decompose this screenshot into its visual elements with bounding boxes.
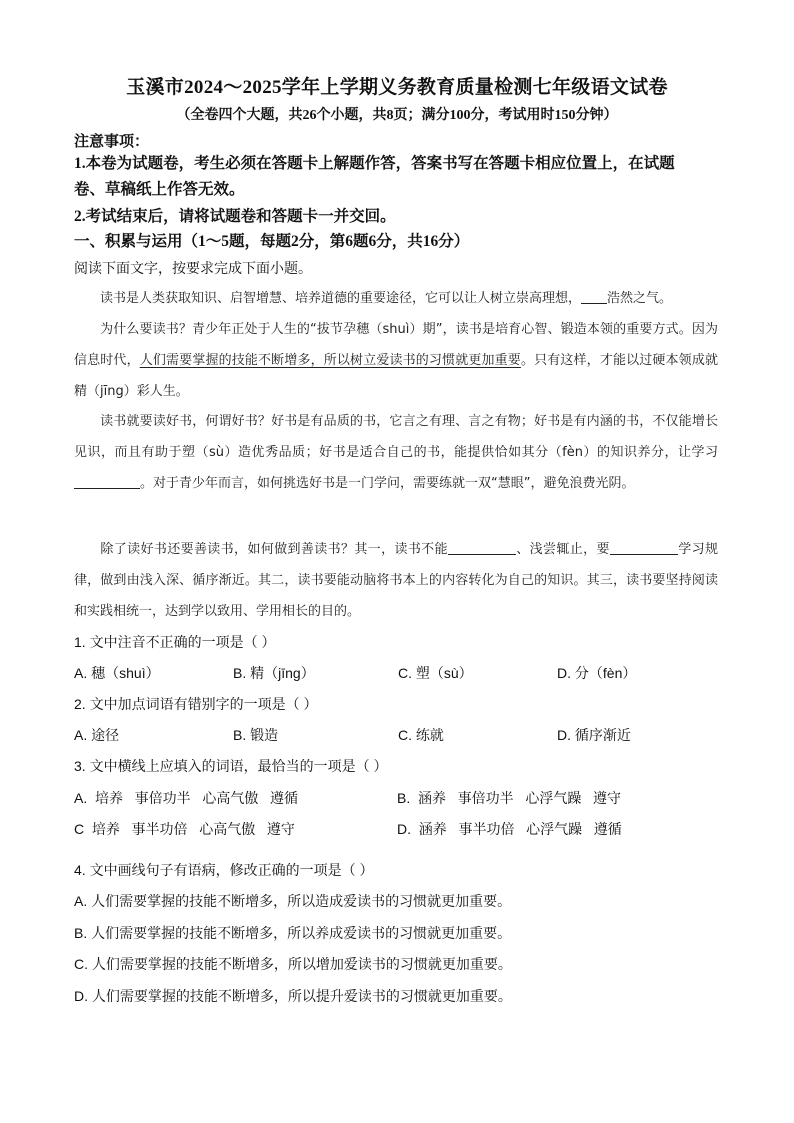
question-2-option-d[interactable]: D. 循序渐近	[557, 727, 631, 743]
question-4-option-b[interactable]: B. 人们需要掌握的技能不断增多，所以养成爱读书的习惯就更加重要。	[74, 925, 512, 941]
question-2-option-a[interactable]: A. 途径	[74, 727, 120, 743]
question-1-option-d[interactable]: D. 分（fèn）	[557, 665, 637, 681]
exam-subtitle: （全卷四个大题，共26个小题，共8页；满分100分，考试用时150分钟）	[176, 108, 618, 123]
question-3-option-d[interactable]: D. 涵养 事半功倍 心浮气躁 遵循	[397, 821, 622, 837]
passage-text: 除了读好书还要善读书，如何做到善读书？其一，读书不能	[100, 542, 448, 557]
question-1-option-b[interactable]: B. 精（jīng）	[233, 665, 315, 681]
fill-blank	[581, 289, 607, 304]
question-4-stem: 4. 文中画线句子有语病，修改正确的一项是（ ）	[74, 862, 374, 878]
passage-paragraph-1	[74, 283, 718, 314]
question-2-option-b[interactable]: B. 锻造	[233, 727, 279, 743]
underlined-sentence: 人们需要掌握的技能不断增多，所以树立爱读书的习惯就更加重要	[139, 353, 521, 368]
question-4-option-a[interactable]: A. 人们需要掌握的技能不断增多，所以造成爱读书的习惯就更加重要。	[74, 893, 512, 909]
section-heading: 一、积累与运用（1～5题，每题2分，第6题6分，共16分）	[74, 233, 470, 250]
notice-heading: 注意事项：	[74, 134, 150, 150]
exam-title: 玉溪市2024～2025学年上学期义务教育质量检测七年级语文试卷	[126, 77, 668, 98]
passage-text: 、浅尝辄止，要	[515, 542, 610, 557]
question-3-option-a[interactable]: A. 培养 事倍功半 心高气傲 遵循	[74, 790, 299, 806]
notice-item-1-line-1: 1.本卷为试题卷，考生必须在答题卡上解题作答，答案书写在答题卡相应位置上，在试题	[74, 155, 675, 172]
fill-blank	[448, 540, 516, 555]
passage-text: 。只有这样，才能以过硬本领成就精（jīng）彩人生。	[74, 353, 718, 399]
passage-text: 学习规律，做到由浅入深、循序渐近。其二，读书要能动脑将书本上的内容转化为自己的知识。其三，读书要坚持阅读和实践相统一，达到学以致用、学用相长的目的。	[74, 542, 718, 619]
fill-blank	[610, 540, 678, 555]
notice-item-1-line-2: 卷、草稿纸上作答无效。	[74, 181, 245, 198]
question-3-option-c[interactable]: C 培养 事半功倍 心高气傲 遵守	[74, 821, 295, 837]
passage-text: 浩然之气。	[607, 291, 673, 306]
question-2-stem: 2. 文中加点词语有错别字的一项是（ ）	[74, 696, 318, 712]
passage-text: 读书就要读好书，何谓好书？好书是有品质的书，它言之有理、言之有物；好书是有内涵的书，不仅能增长见识，而且有助于塑（sù）造优秀品质；好书是适合自己的书，能提供恰如其分（fèn）的知识养分，让学习	[74, 414, 718, 460]
question-4-option-d[interactable]: D. 人们需要掌握的技能不断增多，所以提升爱读书的习惯就更加重要。	[74, 988, 512, 1004]
question-3-option-b[interactable]: B. 涵养 事倍功半 心浮气躁 遵守	[397, 790, 622, 806]
question-1-option-c[interactable]: C. 塑（sù）	[398, 665, 473, 681]
question-1-stem: 1. 文中注音不正确的一项是（ ）	[74, 634, 276, 650]
passage-paragraph-2	[74, 314, 718, 407]
passage-text: 读书是人类获取知识、启智增慧、培养道德的重要途径，它可以让人树立崇高理想，	[100, 291, 582, 306]
notice-item-1	[74, 151, 714, 203]
question-1-option-a[interactable]: A. 穗（shuì）	[74, 665, 160, 681]
passage-paragraph-3	[74, 406, 718, 499]
passage-paragraph-4	[74, 534, 718, 627]
fill-blank	[74, 474, 140, 489]
question-2-option-c[interactable]: C. 练就	[398, 727, 444, 743]
notice-item-2: 2.考试结束后，请将试题卷和答题卡一并交回。	[74, 208, 396, 225]
question-3-stem: 3. 文中横线上应填入的词语，最恰当的一项是（ ）	[74, 758, 388, 774]
passage-text: 为什么要读书？青少年正处于人生的“拔节孕穗（shuì）期”，读书是培育心智、锻造本领的重要方式。因为信息时代，	[74, 322, 718, 368]
passage-text: 。对于青少年而言，如何挑选好书是一门学问，需要练就一双“慧眼”，避免浪费光阴。	[140, 476, 635, 491]
reading-instruction: 阅读下面文字，按要求完成下面小题。	[74, 260, 312, 276]
question-4-option-c[interactable]: C. 人们需要掌握的技能不断增多，所以增加爱读书的习惯就更加重要。	[74, 956, 512, 972]
